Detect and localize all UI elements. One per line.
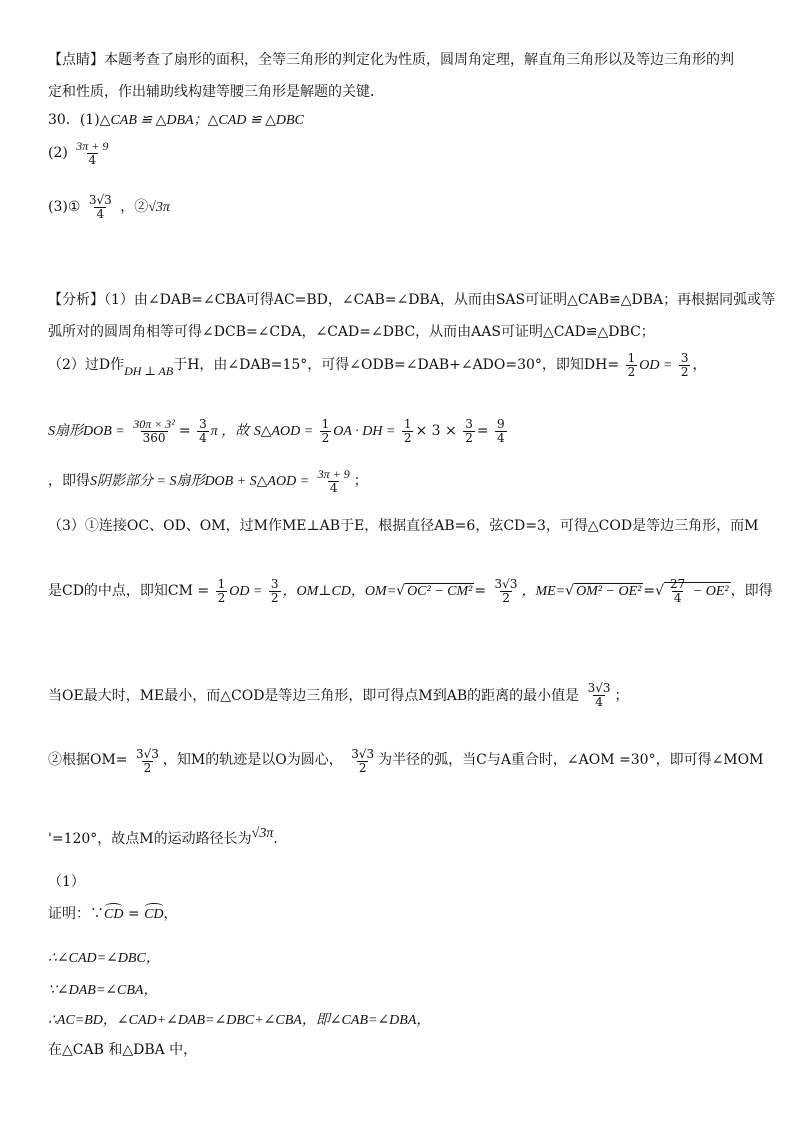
analysis-part-3-line-2: 是CD的中点，即知CM = $\frac{1}{2}$ OD = $\frac{3}{2}$ ，OM⊥CD，OM=√ OC² − CM² = $\frac{3√3}{2}$ ，ME=√ OM² − OE² =√ $\frac{27}{4}$ − OE² ，即得 bbox=[48, 577, 773, 605]
answer-3: (3)① $\frac{3√3}{4}$ ，②√3π bbox=[48, 193, 170, 221]
remark-line-2: 定和性质，作出辅助线构建等腰三角形是解题的关键． bbox=[48, 84, 384, 100]
arc-cd: CD bbox=[104, 907, 124, 922]
proof-step-4: 在△CAB 和△DBA 中， bbox=[48, 1042, 198, 1058]
square-root: OC² − CM² bbox=[407, 584, 473, 600]
remark-text-1: 本题考查了扇形的面积，全等三角形的判定化为性质，圆周角定理，解直角三角形以及等边三角形的判 bbox=[104, 52, 734, 68]
analysis-tag: 【分析】 bbox=[48, 292, 104, 308]
fraction: $\frac{1}{2}$ bbox=[403, 417, 412, 445]
fraction: $\frac{3√3}{2}$ bbox=[136, 747, 159, 775]
fraction: $\frac{9}{4}$ bbox=[497, 417, 505, 445]
fraction: $\frac{3√3}{2}$ bbox=[494, 577, 518, 605]
fraction: $\frac{3√3}{2}$ bbox=[351, 747, 375, 775]
analysis-part-3-line-4: ②根据OM= $\frac{3√3}{2}$ ，知M的轨迹是以O为圆心， $\frac{3√3}{2}$ 为半径的弧，当C与A重合时，∠AOM =30°，即可得∠MOM bbox=[48, 747, 764, 775]
remark-tag: 【点睛】 bbox=[48, 52, 104, 68]
fraction: $\frac{3}{4}$ bbox=[199, 417, 207, 445]
fraction: $\frac{3√3}{4}$ bbox=[88, 193, 112, 221]
question-number: 30． bbox=[48, 112, 80, 128]
fraction: $\frac{3√3}{4}$ bbox=[587, 681, 611, 709]
answer-2: (2) $\frac{3\pi + 9}{4}$ bbox=[48, 139, 109, 167]
analysis-part-3-line-5: '=120°，故点M的运动路径长为√3π． bbox=[48, 826, 288, 847]
fraction: $\frac{3}{2}$ bbox=[465, 417, 473, 445]
analysis-part-3-line-3: 当OE最大时，ME最小，而△COD是等边三角形，即可得点M到AB的距离的最小值是 $\frac{3√3}{4}$ ； bbox=[48, 681, 629, 709]
square-root: OM² − OE² bbox=[576, 584, 642, 600]
analysis-part-2: （2）过D作DH ⊥ AB于H，由∠DAB=15°，可得∠ODB=∠DAB+∠ADO=30°，即知DH= $\frac{1}{2}$ OD = $\frac{3}{2}$ ， bbox=[48, 351, 707, 379]
fraction: $\frac{1}{2}$ bbox=[217, 577, 226, 605]
remark-line-1 bbox=[48, 52, 734, 69]
fraction: $\frac{1}{2}$ bbox=[321, 417, 330, 445]
analysis-line-1: 【分析】（1）由∠DAB=∠CBA可得AC=BD，∠CAB=∠DBA，从而由SAS可证明△CAB≌△DBA；再根据同弧或等 bbox=[48, 292, 776, 308]
solution-label: （1） bbox=[48, 874, 85, 890]
proof-step-1: ∴∠CAD=∠DBC， bbox=[48, 951, 160, 966]
proof-step-2: ∵∠DAB=∠CBA， bbox=[48, 983, 158, 998]
sector-area-formula: S扇形DOB = $\frac{\text{30π × 3²}}{360}$ = $\frac{3}{4}$ π ，故 S△AOD = $\frac{1}{2}$ OA · DH = $\frac{1}{2}$ × 3 × $\frac{3}{2}$ = $\frac{9}{4}$ bbox=[48, 417, 505, 445]
shaded-area-result: ，即得S阴影部分 = S扇形DOB + S△AOD = $\frac{3\pi + 9}{4}$ ； bbox=[48, 467, 368, 495]
arc-cd: CD bbox=[144, 907, 164, 922]
proof-step-3: ∴AC=BD，∠CAD+∠DAB=∠DBC+∠CBA，即∠CAB=∠DBA， bbox=[48, 1013, 431, 1028]
fraction: $\frac{\text{30π × 3²}}{360}$ bbox=[133, 417, 175, 445]
analysis-line-2: 弧所对的圆周角相等可得∠DCB=∠CDA，∠CAD=∠DBC，从而由AAS可证明△CAD≌△DBC； bbox=[48, 324, 655, 340]
answer-1: 30．(1)△CAB ≌ △DBA；△CAD ≌ △DBC bbox=[48, 112, 304, 128]
analysis-part-3-line-1: （3）①连接OC、OD、OM，过M作ME⊥AB于E，根据直径AB=6，弦CD=3，可得△COD是等边三角形，而M bbox=[48, 518, 759, 534]
fraction: $\frac{3}{2}$ bbox=[680, 351, 689, 379]
fraction: $\frac{3\pi + 9}{4}$ bbox=[317, 467, 350, 495]
fraction: $\frac{3}{2}$ bbox=[270, 577, 279, 605]
square-root: $\frac{27}{4}$ − OE² bbox=[664, 582, 731, 599]
proof-start: 证明：∵CD = CD， bbox=[48, 906, 178, 922]
fraction: $\frac{1}{2}$ bbox=[627, 351, 636, 379]
fraction: $\frac{3\pi + 9}{4}$ bbox=[76, 139, 109, 167]
